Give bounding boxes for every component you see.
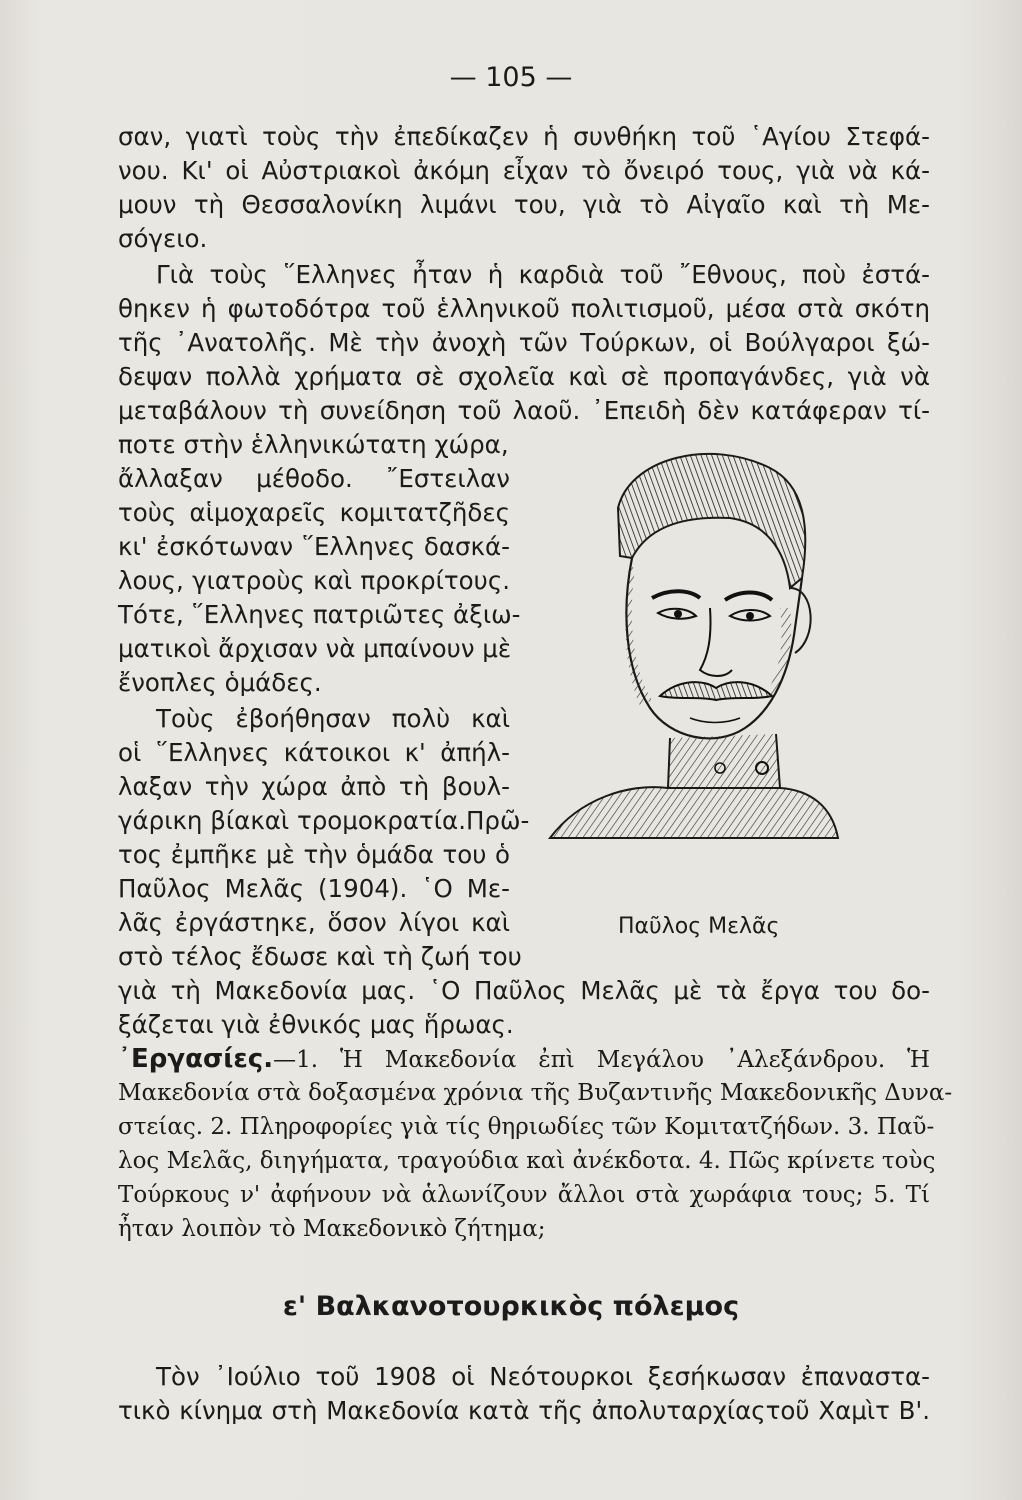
text-line: ποτε στὴν ἑλληνικώτατη χώρα, xyxy=(118,430,509,459)
text-line: τος ἐμπῆκε μὲ τὴν ὁμάδα του ὁ xyxy=(118,840,510,869)
text-line: λους, γιατροὺς καὶ προκρίτους. xyxy=(118,566,510,595)
portrait-drawing-icon xyxy=(540,438,840,848)
tasks-line-text: —1. Ἡ Μακεδονία ἐπὶ Μεγάλου ᾿Αλεξάνδρου. Ἡ xyxy=(273,1047,930,1073)
text-line: μεταβάλουν τὴ συνείδηση τοῦ λαοῦ. ᾿Επειδὴ δὲν κατάφεραν τί- xyxy=(118,396,930,425)
text-line: οἱ ῞Ελληνες κάτοικοι κ' ἀπήλ- xyxy=(118,738,510,767)
portrait-caption: Παῦλος Μελᾶς xyxy=(618,914,780,939)
text-line: γάρικη βίακαὶ τρομοκρατία.Πρῶ- xyxy=(118,806,530,835)
text-line: Παῦλος Μελᾶς (1904). ῾Ο Με- xyxy=(118,874,510,903)
text-line: λᾶς ἐργάστηκε, ὅσον λίγοι καὶ xyxy=(118,908,510,937)
tasks-line: λος Μελᾶς, διηγήματα, τραγούδια καὶ ἀνέκδοτα. 4. Πῶς κρίνετε τοὺς xyxy=(118,1148,936,1174)
text-line: γιὰ τὴ Μακεδονία μας. ῾Ο Παῦλος Μελᾶς μὲ τὰ ἔργα του δο- xyxy=(118,976,930,1005)
text-line: τοὺς αἱμοχαρεῖς κομιτατζῆδες xyxy=(118,498,510,527)
text-line: δεψαν πολλὰ χρήματα σὲ σχολεῖα καὶ σὲ προπαγάνδες, γιὰ νὰ xyxy=(118,362,930,391)
page-number: — 105 — xyxy=(449,62,573,93)
tasks-line: ἦταν λοιπὸν τὸ Μακεδονικὸ ζήτημα; xyxy=(118,1216,546,1242)
text-line: στὸ τέλος ἔδωσε καὶ τὴ ζωή του xyxy=(118,942,522,971)
tasks-line: Τούρκους ν' ἀφήνουν νὰ ἁλωνίζουν ἄλλοι στὰ χωράφια τους; 5. Τί xyxy=(118,1182,930,1208)
text-line: Γιὰ τοὺς ῞Ελληνες ἦταν ἡ καρδιὰ τοῦ ῎Εθνους, ποὺ ἐστά- xyxy=(156,260,930,289)
text-line: σαν, γιατὶ τοὺς τὴν ἐπεδίκαζεν ἡ συνθήκη τοῦ ῾Αγίου Στεφά- xyxy=(118,122,930,151)
text-line: Τοὺς ἐβοήθησαν πολὺ καὶ xyxy=(156,704,510,733)
text-line: ματικοὶ ἄρχισαν νὰ μπαίνουν μὲ xyxy=(118,634,512,663)
text-line: κι' ἐσκότωναν ῞Ελληνες δασκά- xyxy=(118,532,510,561)
text-line: θηκεν ἡ φωτοδότρα τοῦ ἑλληνικοῦ πολιτισμοῦ, μέσα στὰ σκότη xyxy=(118,294,930,323)
text-line: σόγειο. xyxy=(118,224,208,253)
text-line: μουν τὴ Θεσσαλονίκη λιμάνι του, γιὰ τὸ Αἰγαῖο καὶ τὴ Με- xyxy=(118,190,930,219)
text-line: ἄλλαξαν μέθοδο. ῎Εστειλαν xyxy=(118,464,510,493)
text-line: Τότε, ῞Ελληνες πατριῶτες ἀξιω- xyxy=(118,600,521,629)
text-line: τικὸ κίνημα στὴ Μακεδονία κατὰ τῆς ἀπολυταρχίαςτοῦ Χαμὶτ Β'. xyxy=(118,1396,930,1425)
section-title: ε' Βαλκανοτουρκικὸς πόλεμος xyxy=(282,1291,740,1322)
tasks-line: Μακεδονία στὰ δοξασμένα χρόνια τῆς Βυζαντινῆς Μακεδονικῆς Δυνα- xyxy=(118,1080,953,1106)
tasks-title: ᾿Εργασίες. xyxy=(118,1044,274,1074)
text-line: λαξαν τὴν χώρα ἀπὸ τὴ βουλ- xyxy=(118,772,510,801)
text-line: νου. Κι' οἱ Αὐστριακοὶ ἀκόμη εἶχαν τὸ ὄνειρό τους, γιὰ νὰ κά- xyxy=(118,156,930,185)
tasks-line xyxy=(118,1043,930,1078)
tasks-line: στείας. 2. Πληροφορίες γιὰ τίς θηριωδίες τῶν Κομιτατζήδων. 3. Παῦ- xyxy=(118,1114,935,1140)
text-line: ἔνοπλες ὁμάδες. xyxy=(118,668,322,697)
text-line: τῆς ᾿Ανατολῆς. Μὲ τὴν ἀνοχὴ τῶν Τούρκων, οἱ Βούλγαροι ξώ- xyxy=(118,328,930,357)
text-line: Τὸν ᾿Ιούλιο τοῦ 1908 οἱ Νεότουρκοι ξεσήκωσαν ἐπαναστα- xyxy=(156,1362,930,1391)
text-line: ξάζεται γιὰ ἐθνικός μας ἥρωας. xyxy=(118,1010,514,1039)
